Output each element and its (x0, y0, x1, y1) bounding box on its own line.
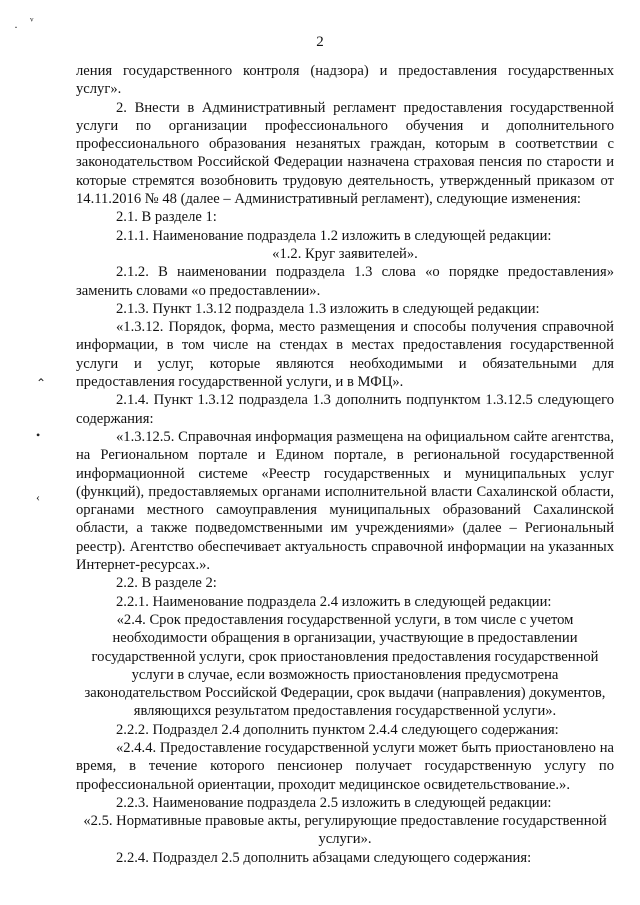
margin-mark: • (36, 428, 41, 442)
paragraph: 2.1.2. В наименовании подраздела 1.3 слова «о порядке предоставления» заменить словами «о предоставлении». (76, 264, 614, 299)
paragraph: 2.2.3. Наименование подраздела 2.5 изложить в следующей редакции: (116, 794, 552, 811)
paragraph: 2.2.2. Подраздел 2.4 дополнить пунктом 2.4.4 следующего содержания: (116, 721, 559, 738)
paragraph: ления государственного контроля (надзора) и предоставления государственных услуг». (76, 63, 614, 98)
paragraph: 2.1. В разделе 1: (116, 209, 217, 226)
paragraph: 2.2. В разделе 2: (116, 575, 217, 592)
paragraph: «1.3.12.5. Справочная информация размещена на официальном сайте агентства, на Региональном портале и Едином портале, в региональной государственной информационной системе «Реестр государственных и муниципальных услуг (функций), предоставляемых органами исполнительной власти Сахалинской области, органами местного самоуправления муниципальных образований Сахалинской области, а также подведомственными им учреждениями» (далее – Региональный реестр). Агентство обеспечивает актуальность справочной информации на указанных Интернет-ресурсах.». (76, 428, 614, 574)
paragraph: 2.1.4. Пункт 1.3.12 подраздела 1.3 дополнить подпунктом 1.3.12.5 следующего содержания: (76, 392, 614, 427)
paragraph: 2.1.1. Наименование подраздела 1.2 изложить в следующей редакции: (116, 227, 552, 244)
margin-mark: ⌃ (36, 376, 47, 390)
paragraph: «1.2. Круг заявителей». (272, 245, 418, 262)
paragraph: «1.3.12. Порядок, форма, место размещения и способы получения справочной информации, в том числе на стендах в местах предоставления государственной услуги и услуг, которые являются необходимыми и обязательными для предоставления государственной услуги, и в МФЦ». (76, 319, 614, 391)
paragraph: 2.2.1. Наименование подраздела 2.4 изложить в следующей редакции: (116, 593, 552, 610)
paragraph: 2. Внести в Административный регламент предоставления государственной услуги по организации профессионального обучения и дополнительного профессионального образования незанятых граждан, которым в соответствии с законодательством Российской Федерации назначена страховая пенсия по старости и которые стремятся возобновить трудовую деятельность, утвержденный приказом от 14.11.2016 № 48 (далее – Административный регламент), следующие изменения: (76, 99, 614, 208)
page-number: 2 (316, 34, 324, 50)
margin-mark: · (14, 20, 18, 34)
paragraph: «2.5. Нормативные правовые акты, регулирующие предоставление государственной услуги». (83, 813, 607, 848)
paragraph: «2.4. Срок предоставления государственной услуги, в том числе с учетом необходимости обращения в организации, участвующие в предоставлении государственной услуги, срок приостановления предоставления государственной услуги в случае, если возможность приостановления предусмотрена законодательством Российской Федерации, срок выдачи (направления) документов, являющихся результатом предоставления государственной услуги». (84, 611, 606, 720)
paragraph: «2.4.4. Предоставление государственной услуги может быть приостановлено на время, в течение которого пенсионер получает государственную услугу по профессиональной ориентации, проходит медицинское освидетельствование.». (76, 739, 614, 793)
paragraph: 2.2.4. Подраздел 2.5 дополнить абзацами следующего содержания: (116, 849, 532, 866)
margin-mark: ‹ (36, 490, 40, 504)
document-body (76, 62, 614, 867)
paragraph: 2.1.3. Пункт 1.3.12 подраздела 1.3 изложить в следующей редакции: (116, 300, 540, 317)
margin-mark: ᵛ (30, 14, 34, 28)
